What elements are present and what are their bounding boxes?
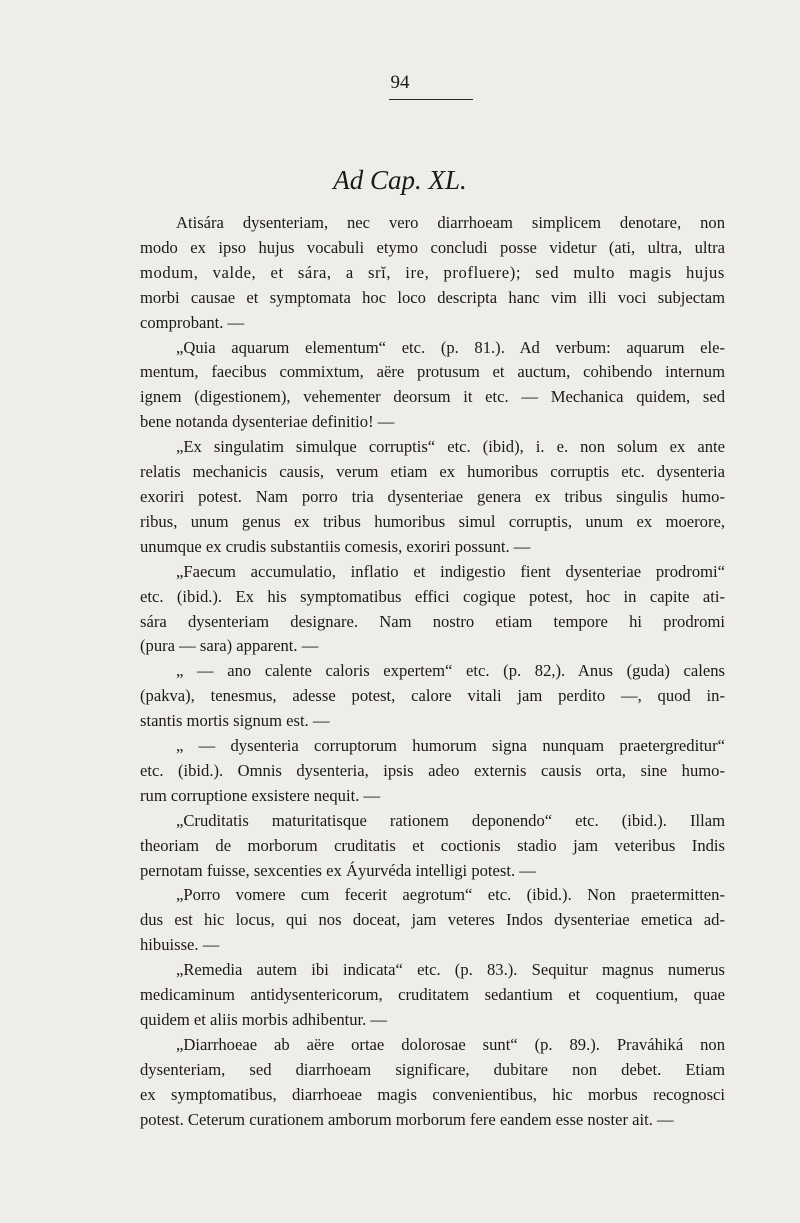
text-line: „ — dysenteria corruptorum humorum signa nunquam praetergreditur“: [176, 736, 725, 756]
text-line: theoriam de morborum cruditatis et coctionis stadio jam veteribus Indis: [140, 835, 725, 855]
text-line: „ — ano calente caloris expertem“ etc. (p. 82,). Anus (guda) calens: [176, 661, 725, 681]
text-line: dysenteriam, sed diarrhoeam significare, dubitare non debet. Etiam: [140, 1059, 725, 1079]
text-line: relatis mechanicis causis, verum etiam ex humoribus corruptis etc. dysenteria: [140, 462, 725, 482]
text-line: bene notanda dysenteriae definitio! —: [140, 412, 395, 432]
text-line: „Remedia autem ibi indicata“ etc. (p. 83.). Sequitur magnus numerus: [176, 960, 725, 980]
text-line: „Faecum accumulatio, inflatio et indigestio fient dysenteriae prodromi“: [176, 561, 725, 581]
text-line: medicaminum antidysentericorum, cruditatem sedantium et coquentium, quae: [140, 985, 725, 1005]
text-line: etc. (ibid.). Ex his symptomatibus effici cogique potest, hoc in capite ati-: [140, 586, 725, 606]
text-line: pernotam fuisse, sexcenties ex Áyurvéda intelligi potest. —: [140, 860, 536, 880]
text-line: ignem (digestionem), vehementer deorsum it etc. — Mechanica quidem, sed: [140, 387, 725, 407]
text-line: rum corruptione exsistere nequit. —: [140, 785, 381, 805]
text-line: unumque ex crudis substantiis comesis, exoriri possunt. —: [140, 536, 531, 556]
text-line: hibuisse. —: [140, 935, 220, 955]
text-line: modum, valde, et sára, a srĭ, ire, profluere); sed multo magis hujus: [140, 262, 725, 282]
text-line: sára dysenteriam designare. Nam nostro etiam tempore hi prodromi: [140, 611, 725, 631]
text-line: Atisára dysenteriam, nec vero diarrhoeam simplicem denotare, non: [176, 213, 725, 232]
text-line: „Ex singulatim simulque corruptis“ etc. (ibid), i. e. non solum ex ante: [176, 437, 725, 457]
text-line: mentum, faecibus commixtum, aëre protusum et auctum, cohibendo internum: [140, 362, 725, 382]
text-line: „Cruditatis maturitatisque rationem deponendo“ etc. (ibid.). Illam: [176, 810, 725, 830]
body-text: [140, 211, 725, 1133]
chapter-heading: Ad Cap. XL.: [333, 165, 467, 195]
text-line: exoriri potest. Nam porro tria dysenteriae genera ex tribus singulis humo-: [140, 486, 725, 506]
text-line: comprobant. —: [140, 312, 245, 332]
text-line: „Porro vomere cum fecerit aegrotum“ etc. (ibid.). Non praetermitten-: [176, 885, 725, 905]
text-line: „Quia aquarum elementum“ etc. (p. 81.). Ad verbum: aquarum ele-: [176, 337, 725, 357]
text-line: morbi causae et symptomata hoc loco descripta hanc vim illi voci subjectam: [140, 287, 725, 307]
text-line: ribus, unum genus ex tribus humoribus simul corruptis, unum ex moerore,: [140, 511, 725, 531]
text-line: stantis mortis signum est. —: [140, 711, 330, 731]
text-line: „Diarrhoeae ab aëre ortae dolorosae sunt“ (p. 89.). Praváhiká non: [176, 1034, 725, 1054]
text-line: (pakva), tenesmus, adesse potest, calore vitali jam perdito —, quod in-: [140, 686, 725, 706]
text-line: quidem et aliis morbis adhibentur. —: [140, 1010, 388, 1029]
text-line: modo ex ipso hujus vocabuli etymo concludi posse videtur (ati, ultra, ultra: [140, 237, 725, 257]
text-line: dus est hic locus, qui nos doceat, jam veteres Indos dysenteriae emetica ad-: [140, 910, 725, 930]
text-line: potest. Ceterum curationem amborum morborum fere eandem esse noster ait. —: [140, 1109, 674, 1129]
page-number-rule: [389, 99, 473, 100]
page-number: 94: [390, 72, 410, 93]
text-line: etc. (ibid.). Omnis dysenteria, ipsis adeo externis causis orta, sine humo-: [140, 760, 725, 780]
text-line: (pura — sara) apparent. —: [140, 636, 319, 656]
text-line: ex symptomatibus, diarrhoeae magis convenientibus, hic morbus recognosci: [140, 1084, 725, 1104]
